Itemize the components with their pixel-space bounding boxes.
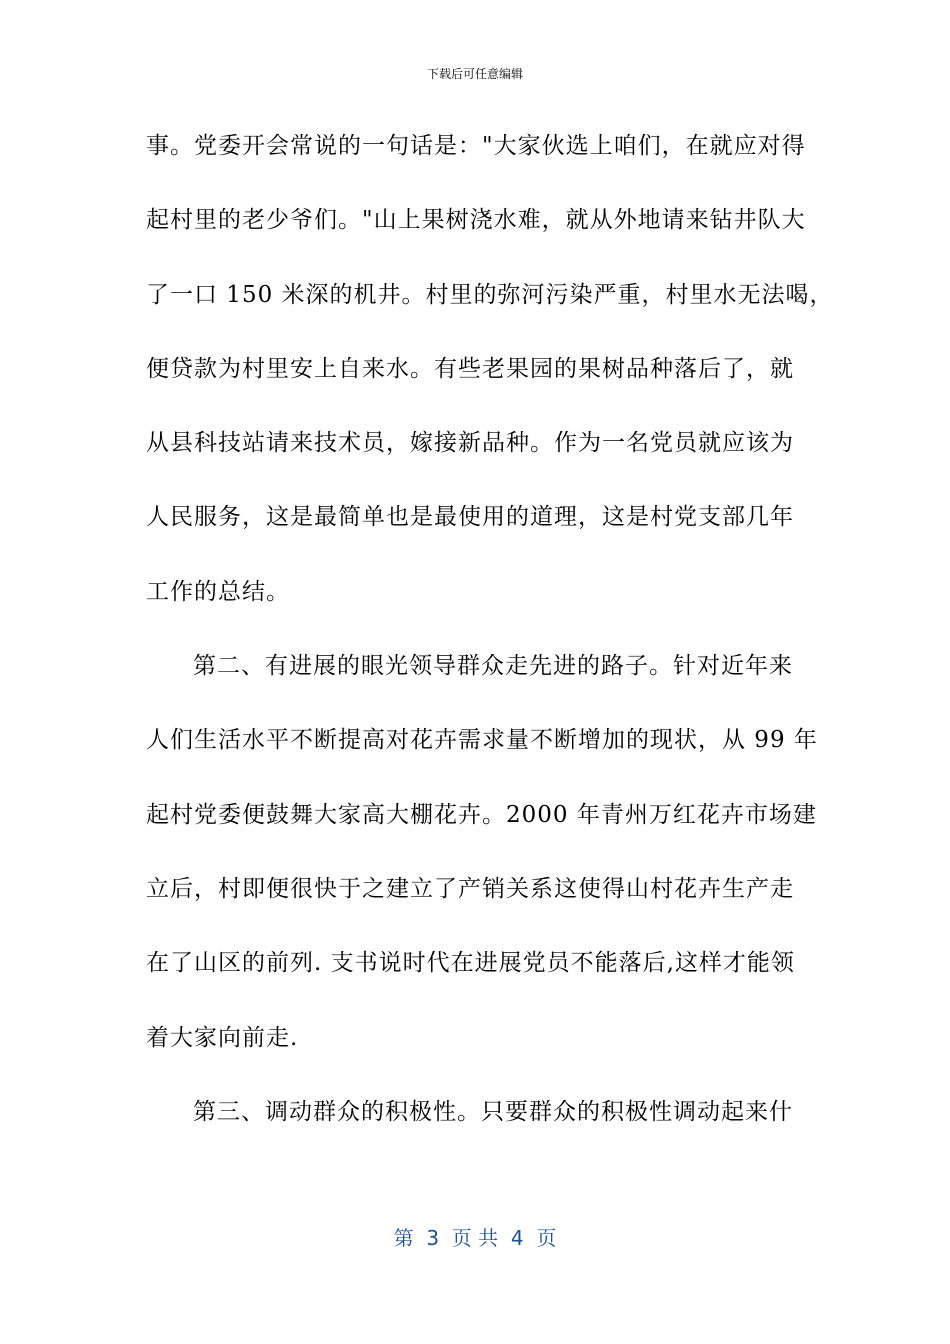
body-line: 人民服务，这是最简单也是最使用的道理，这是村党支部几年 bbox=[146, 504, 794, 530]
body-line: 事。党委开会常说的一句话是："大家伙选上咱们，在就应对得 bbox=[146, 133, 806, 159]
body-line: 人们生活水平不断提高对花卉需求量不断增加的现状，从 99 年 bbox=[146, 727, 818, 753]
header-note: 下载后可任意编辑 bbox=[426, 67, 523, 81]
paragraph-first-line: 第三、调动群众的积极性。只要群众的积极性调动起来什 bbox=[193, 1099, 793, 1125]
page-number: 第 3 页 共 4 页 bbox=[393, 1226, 557, 1250]
paragraph-first-line: 第二、有进展的眼光领导群众走先进的路子。针对近年来 bbox=[193, 653, 793, 679]
body-line: 便贷款为村里安上自来水。有些老果园的果树品种落后了，就 bbox=[146, 356, 794, 382]
body-line: 在了山区的前列. 支书说时代在进展党员不能落后,这样才能领 bbox=[146, 950, 795, 976]
body-line: 起村党委便鼓舞大家高大棚花卉。2000 年青州万红花卉市场建 bbox=[146, 802, 817, 828]
body-line: 工作的总结。 bbox=[146, 579, 290, 605]
body-line: 着大家向前走. bbox=[146, 1025, 299, 1051]
body-line: 立后，村即便很快于之建立了产销关系这使得山村花卉生产走 bbox=[146, 876, 794, 902]
body-line: 从县科技站请来技术员，嫁接新品种。作为一名党员就应该为 bbox=[146, 430, 794, 456]
body-line: 了一口 150 米深的机井。村里的弥河污染严重，村里水无法喝， bbox=[146, 282, 834, 308]
body-line: 起村里的老少爷们。"山上果树浇水难，就从外地请来钻井队大 bbox=[146, 207, 806, 233]
